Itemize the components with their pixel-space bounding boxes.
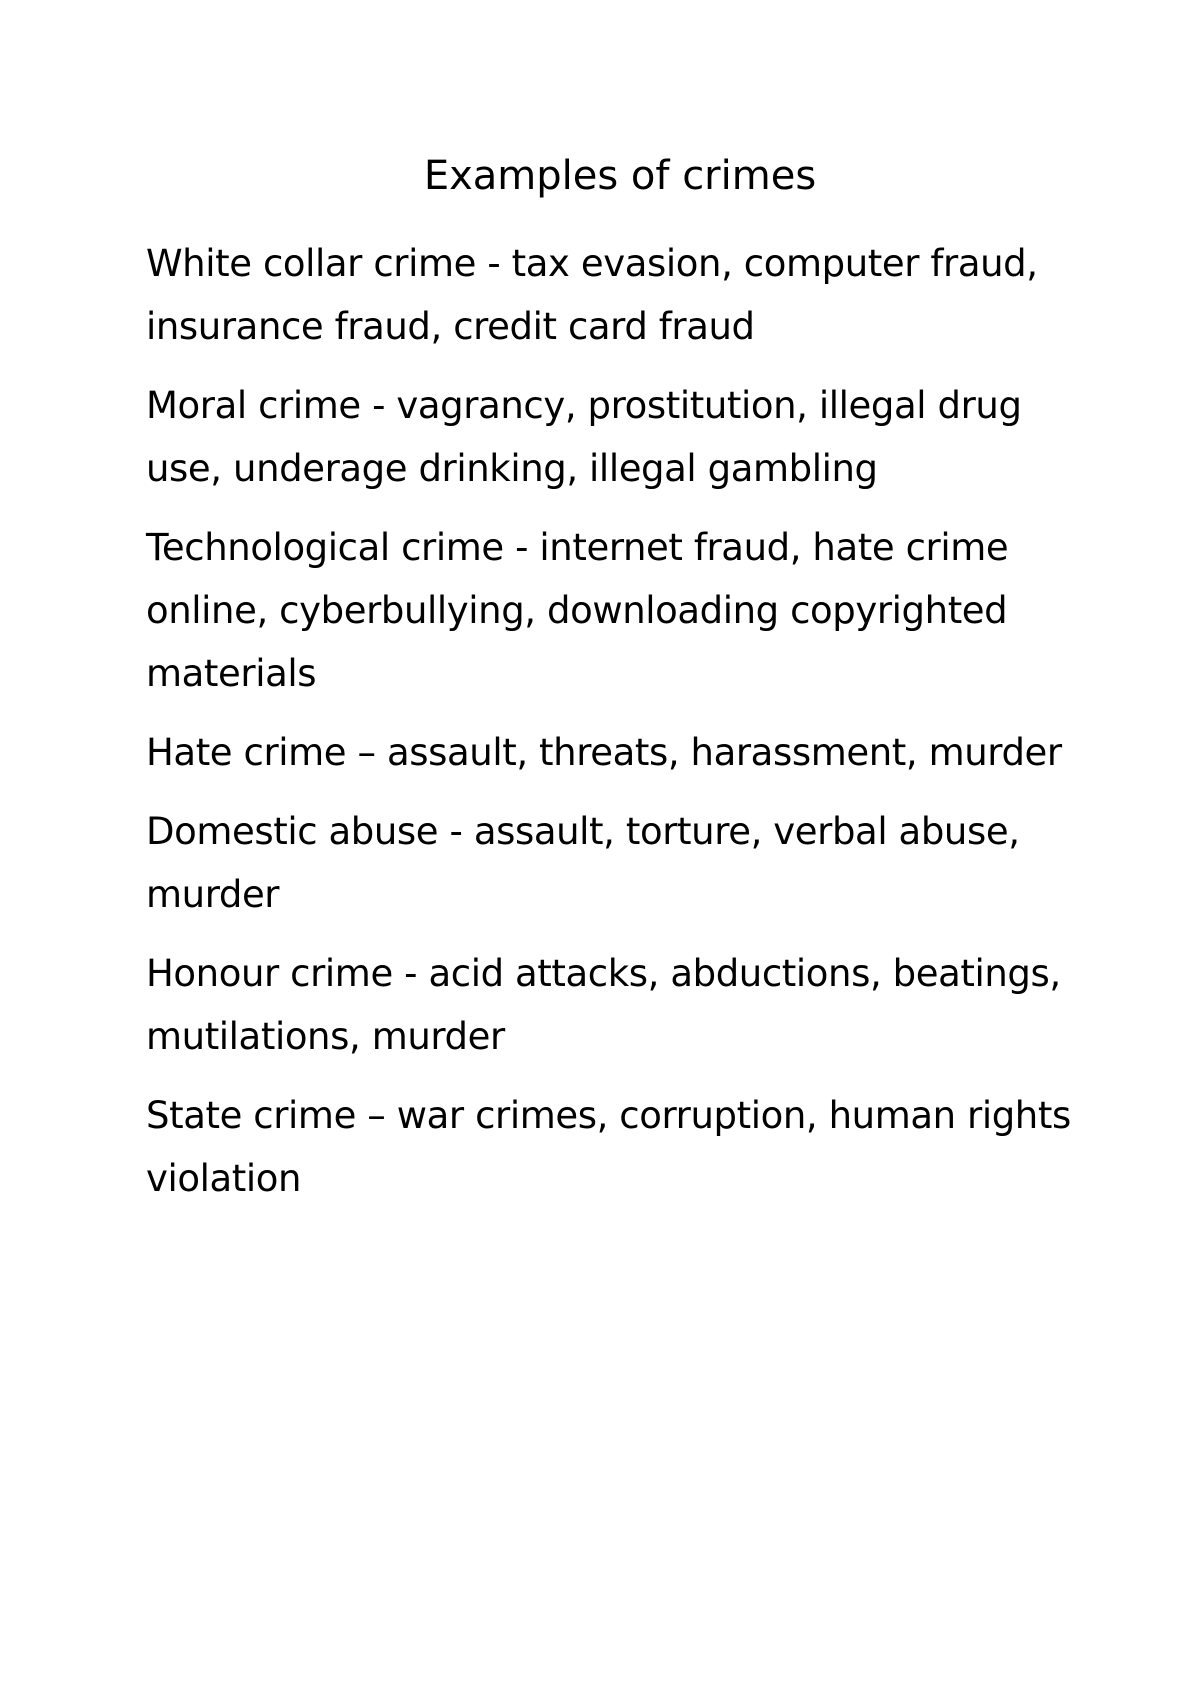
list-item-state-crime: State crime – war crimes, corruption, human rights violation bbox=[146, 1094, 1071, 1200]
crime-examples-list bbox=[146, 232, 1086, 1226]
list-item-honour-crime: Honour crime - acid attacks, abductions, beatings, mutilations, murder bbox=[146, 952, 1061, 1058]
list-item-domestic-abuse: Domestic abuse - assault, torture, verbal abuse, murder bbox=[146, 810, 1020, 916]
list-item-moral-crime: Moral crime - vagrancy, prostitution, illegal drug use, underage drinking, illegal gambling bbox=[146, 384, 1022, 490]
list-item-hate-crime: Hate crime – assault, threats, harassment, murder bbox=[146, 731, 1062, 774]
list-item-white-collar-crime: White collar crime - tax evasion, computer fraud, insurance fraud, credit card fraud bbox=[146, 242, 1038, 348]
list-item-technological-crime: Technological crime - internet fraud, hate crime online, cyberbullying, downloading copyrighted materials bbox=[146, 526, 1009, 695]
page-title: Examples of crimes bbox=[423, 153, 817, 199]
